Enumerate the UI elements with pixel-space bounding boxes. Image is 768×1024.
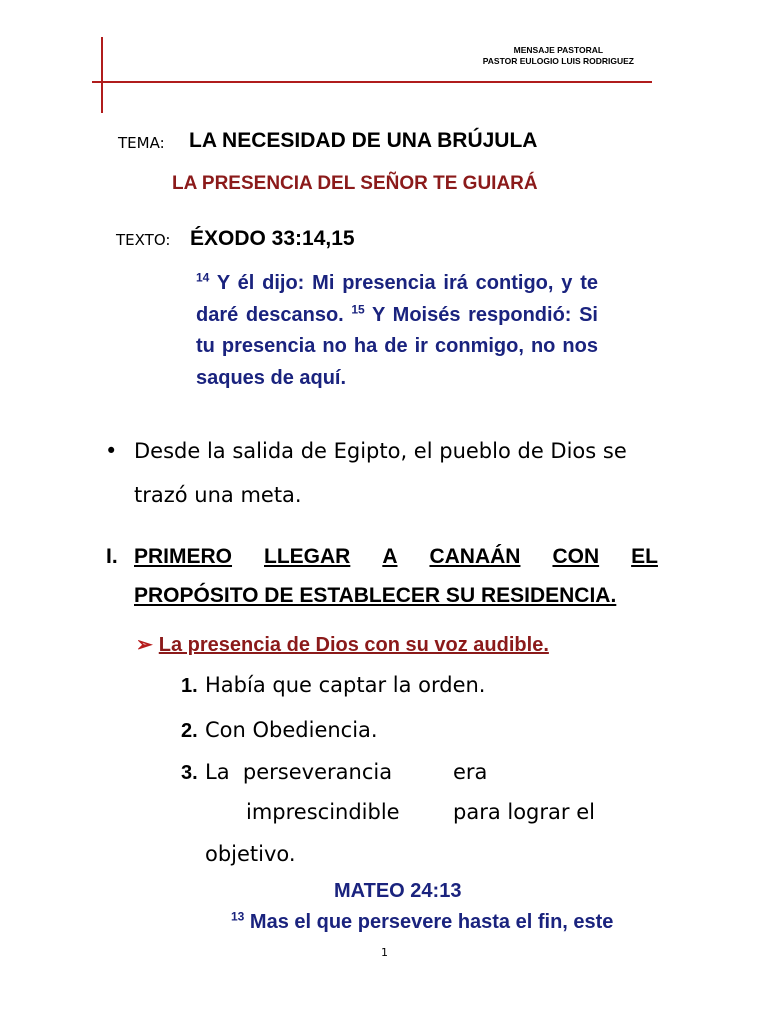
item-text-1: Había que captar la orden. [205,673,486,697]
texto-reference: ÉXODO 33:14,15 [190,227,355,250]
mateo-verse-number: 13 [231,909,245,924]
verse-number-14: 14 [196,270,210,285]
mateo-reference: MATEO 24:13 [334,880,462,902]
bullet-icon: • [105,439,118,463]
verse-text-15: Y Moisés respondió: Si tu presencia no ha de ir conmigo, no nos saques de aquí. [196,303,598,389]
section-title-line-1 [134,545,658,569]
arrow-bullet-icon: ➢ [136,634,153,656]
subpoint-heading [136,632,549,657]
item-number-2: 2. [181,720,198,742]
section-word: CANAÁN [429,545,521,568]
header-line-1: MENSAJE PASTORAL [513,45,604,55]
item-3-line-1-col-1: La perseverancia [205,760,393,784]
sermon-subtitle: LA PRESENCIA DEL SEÑOR TE GUIARÁ [172,173,538,194]
mateo-verse [231,911,613,934]
section-word: LLEGAR [264,545,351,568]
verse-number-15: 15 [351,301,365,316]
verse-text-14: Y él dijo: Mi presencia irá contigo, y te daré descanso. [196,272,598,326]
tema-label: TEMA: [118,134,165,152]
section-number: I. [106,545,118,568]
section-title-line-2: PROPÓSITO DE ESTABLECER SU RESIDENCIA. [134,584,617,607]
mateo-verse-text: Mas el que persevere hasta el fin, este [249,911,614,933]
item-number-1: 1. [181,675,198,697]
tema-title: LA NECESIDAD DE UNA BRÚJULA [189,129,538,152]
item-3-line-2-col-2: para lograr el [453,800,595,824]
margin-vertical-line [101,37,103,113]
section-word: A [382,545,398,568]
item-3-line-3: objetivo. [205,842,296,866]
document-header [483,45,634,67]
section-word: CON [552,545,600,568]
scripture-verse [196,268,598,394]
section-word: PRIMERO [134,545,233,568]
texto-label: TEXTO: [116,231,171,249]
header-horizontal-line [92,81,652,83]
subpoint-text: La presencia de Dios con su voz audible. [158,634,549,656]
item-number-3: 3. [181,762,198,784]
bullet-text: Desde la salida de Egipto, el pueblo de Dios se trazó una meta. [134,439,627,507]
page-number: 1 [381,946,388,959]
section-word: EL [631,545,658,568]
item-3-line-1-col-2: era [453,760,488,784]
header-line-2: PASTOR EULOGIO LUIS RODRIGUEZ [482,56,634,66]
item-text-2: Con Obediencia. [205,718,378,742]
item-3-line-2-col-1: imprescindible [246,800,400,824]
